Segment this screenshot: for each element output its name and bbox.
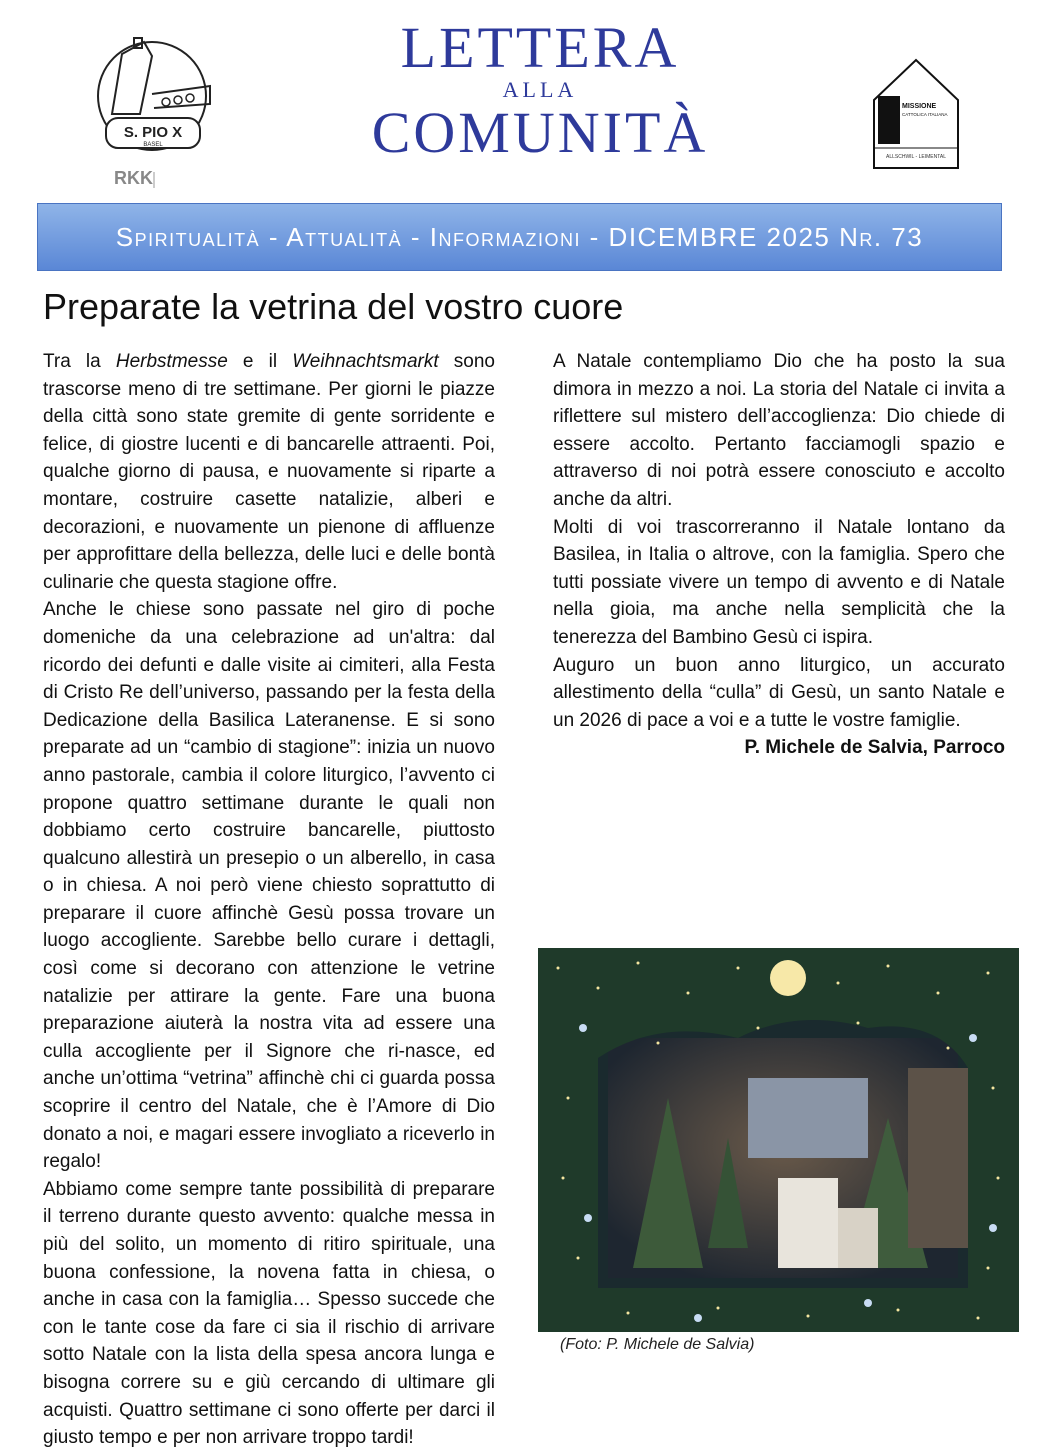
parish-logo-text: S. PIO X: [123, 124, 183, 141]
mission-logo-line3: ALLSCHWIL - LEIMENTAL: [885, 154, 947, 160]
christmas-window-photo: [538, 948, 1019, 1332]
article-column-right: [553, 348, 1005, 762]
paragraph-1: Tra la Herbstmesse e il Weihnachtsmarkt sono trascorse meno di tre settimane. Per giorni le piazze della città sono state gremite di gente sorridente e felice, di giostre lucenti e di bancarelle attraenti. Poi, qualche giorno di pausa, e nuovamente si riparte a montare, costruire casette natalizie, alberi e decorazioni, e nuovamente un pienone di affluenze per approfittare della bellezza, delle luci e delle bontà culinarie che questa stagione offre.: [43, 351, 495, 593]
article-column-left: [43, 348, 495, 1452]
rkk-logo-text: RKK: [114, 168, 153, 188]
masthead-line2: ALLA: [502, 77, 578, 102]
paragraph-2: Anche le chiese sono passate nel giro di poche domeniche da una celebrazione ad un'altra: dal ricordo dei defunti e dalle visite ai cimiteri, alla Festa di Cristo Re dell’universo, passando per la festa della Dedicazione della Basilica Lateranense. E si sono preparate ad un “cambio di stagione”: inizia un nuovo anno pastorale, cambia il colore liturgico, l’avvento ci propone quattro settimane durante le quali non dobbiamo certo costruire bancarelle, piuttosto qualcuno allestirà un presepio o un alberello, in casa o in chiesa. A noi però viene chiesto soprattutto di preparare il cuore affinchè Gesù possa trovare un luogo accogliente. Sarebbe bello curare i dettagli, così come si decorano con attenzione le vetrine natalizie per attirare la gente. Fare una buona preparazione aiuterà la nostra vita ad essere una culla accogliente per il Signore che ri-nasce, ed anche un’ottima “vetrina” affinchè chi ci guarda possa scoprire il centro del Natale, che è l’Amore di Dio donato a noi, e magari essere invogliato a riceverlo in regalo!: [43, 599, 495, 1173]
parish-logo: [92, 34, 222, 194]
mission-logo-line1: MISSIONE: [902, 103, 937, 110]
issue-banner: [37, 203, 1002, 271]
photo-caption: (Foto: P. Michele de Salvia): [560, 1336, 755, 1353]
masthead-line3: COMUNITÀ: [371, 100, 709, 165]
paragraph-6: Auguro un buon anno liturgico, un accurato allestimento della “culla” di Gesù, un santo Natale e un 2026 di pace a voi e a tutte le vostre famiglie.: [553, 654, 1005, 731]
signature: P. Michele de Salvia, Parroco: [744, 737, 1005, 759]
masthead: [330, 15, 750, 165]
paragraph-4: A Natale contempliamo Dio che ha posto la sua dimora in mezzo a noi. La storia del Natale ci invita a riflettere sul mistero dell’accoglienza: Dio chiede di essere accolto. Pertanto facciamogli spazio e attraverso di noi potrà essere conosciuto e accolto anche da altri.: [553, 351, 1005, 510]
mission-logo: [872, 58, 960, 170]
paragraph-3: Abbiamo come sempre tante possibilità di preparare il terreno durante questo avvento: qualche messa in più del solito, un momento di ritiro spirituale, una buona confessione, la novena fatta in chiesa, o anche in casa con la famiglia… Spesso succede che con le tante cose da fare ci sia il rischio di arrivare sotto Natale con la lista della spesa ancora lunga e bisogna correre su e giù cercando di ultimare gli acquisti. Quattro settimane ci sono offerte per darci il giusto tempo e per non arrivare troppo tardi!: [43, 1178, 495, 1449]
issue-banner-text: Spiritualità - Attualità - Informazioni - DICEMBRE 2025 Nr. 73: [115, 221, 924, 252]
mission-logo-line2: CATTOLICA ITALIANA: [902, 112, 948, 117]
masthead-line1: LETTERA: [400, 15, 680, 80]
parish-logo-sub: BASEL: [143, 142, 163, 148]
paragraph-5: Molti di voi trascorreranno il Natale lontano da Basilea, in Italia o altrove, con la famiglia. Spero che tutti possiate vivere un tempo di avvento e di Natale nella gioia, ma anche nella semplicità che la tenerezza del Bambino Gesù ci ispira.: [553, 516, 1005, 648]
article-title: Preparate la vetrina del vostro cuore: [43, 286, 624, 327]
